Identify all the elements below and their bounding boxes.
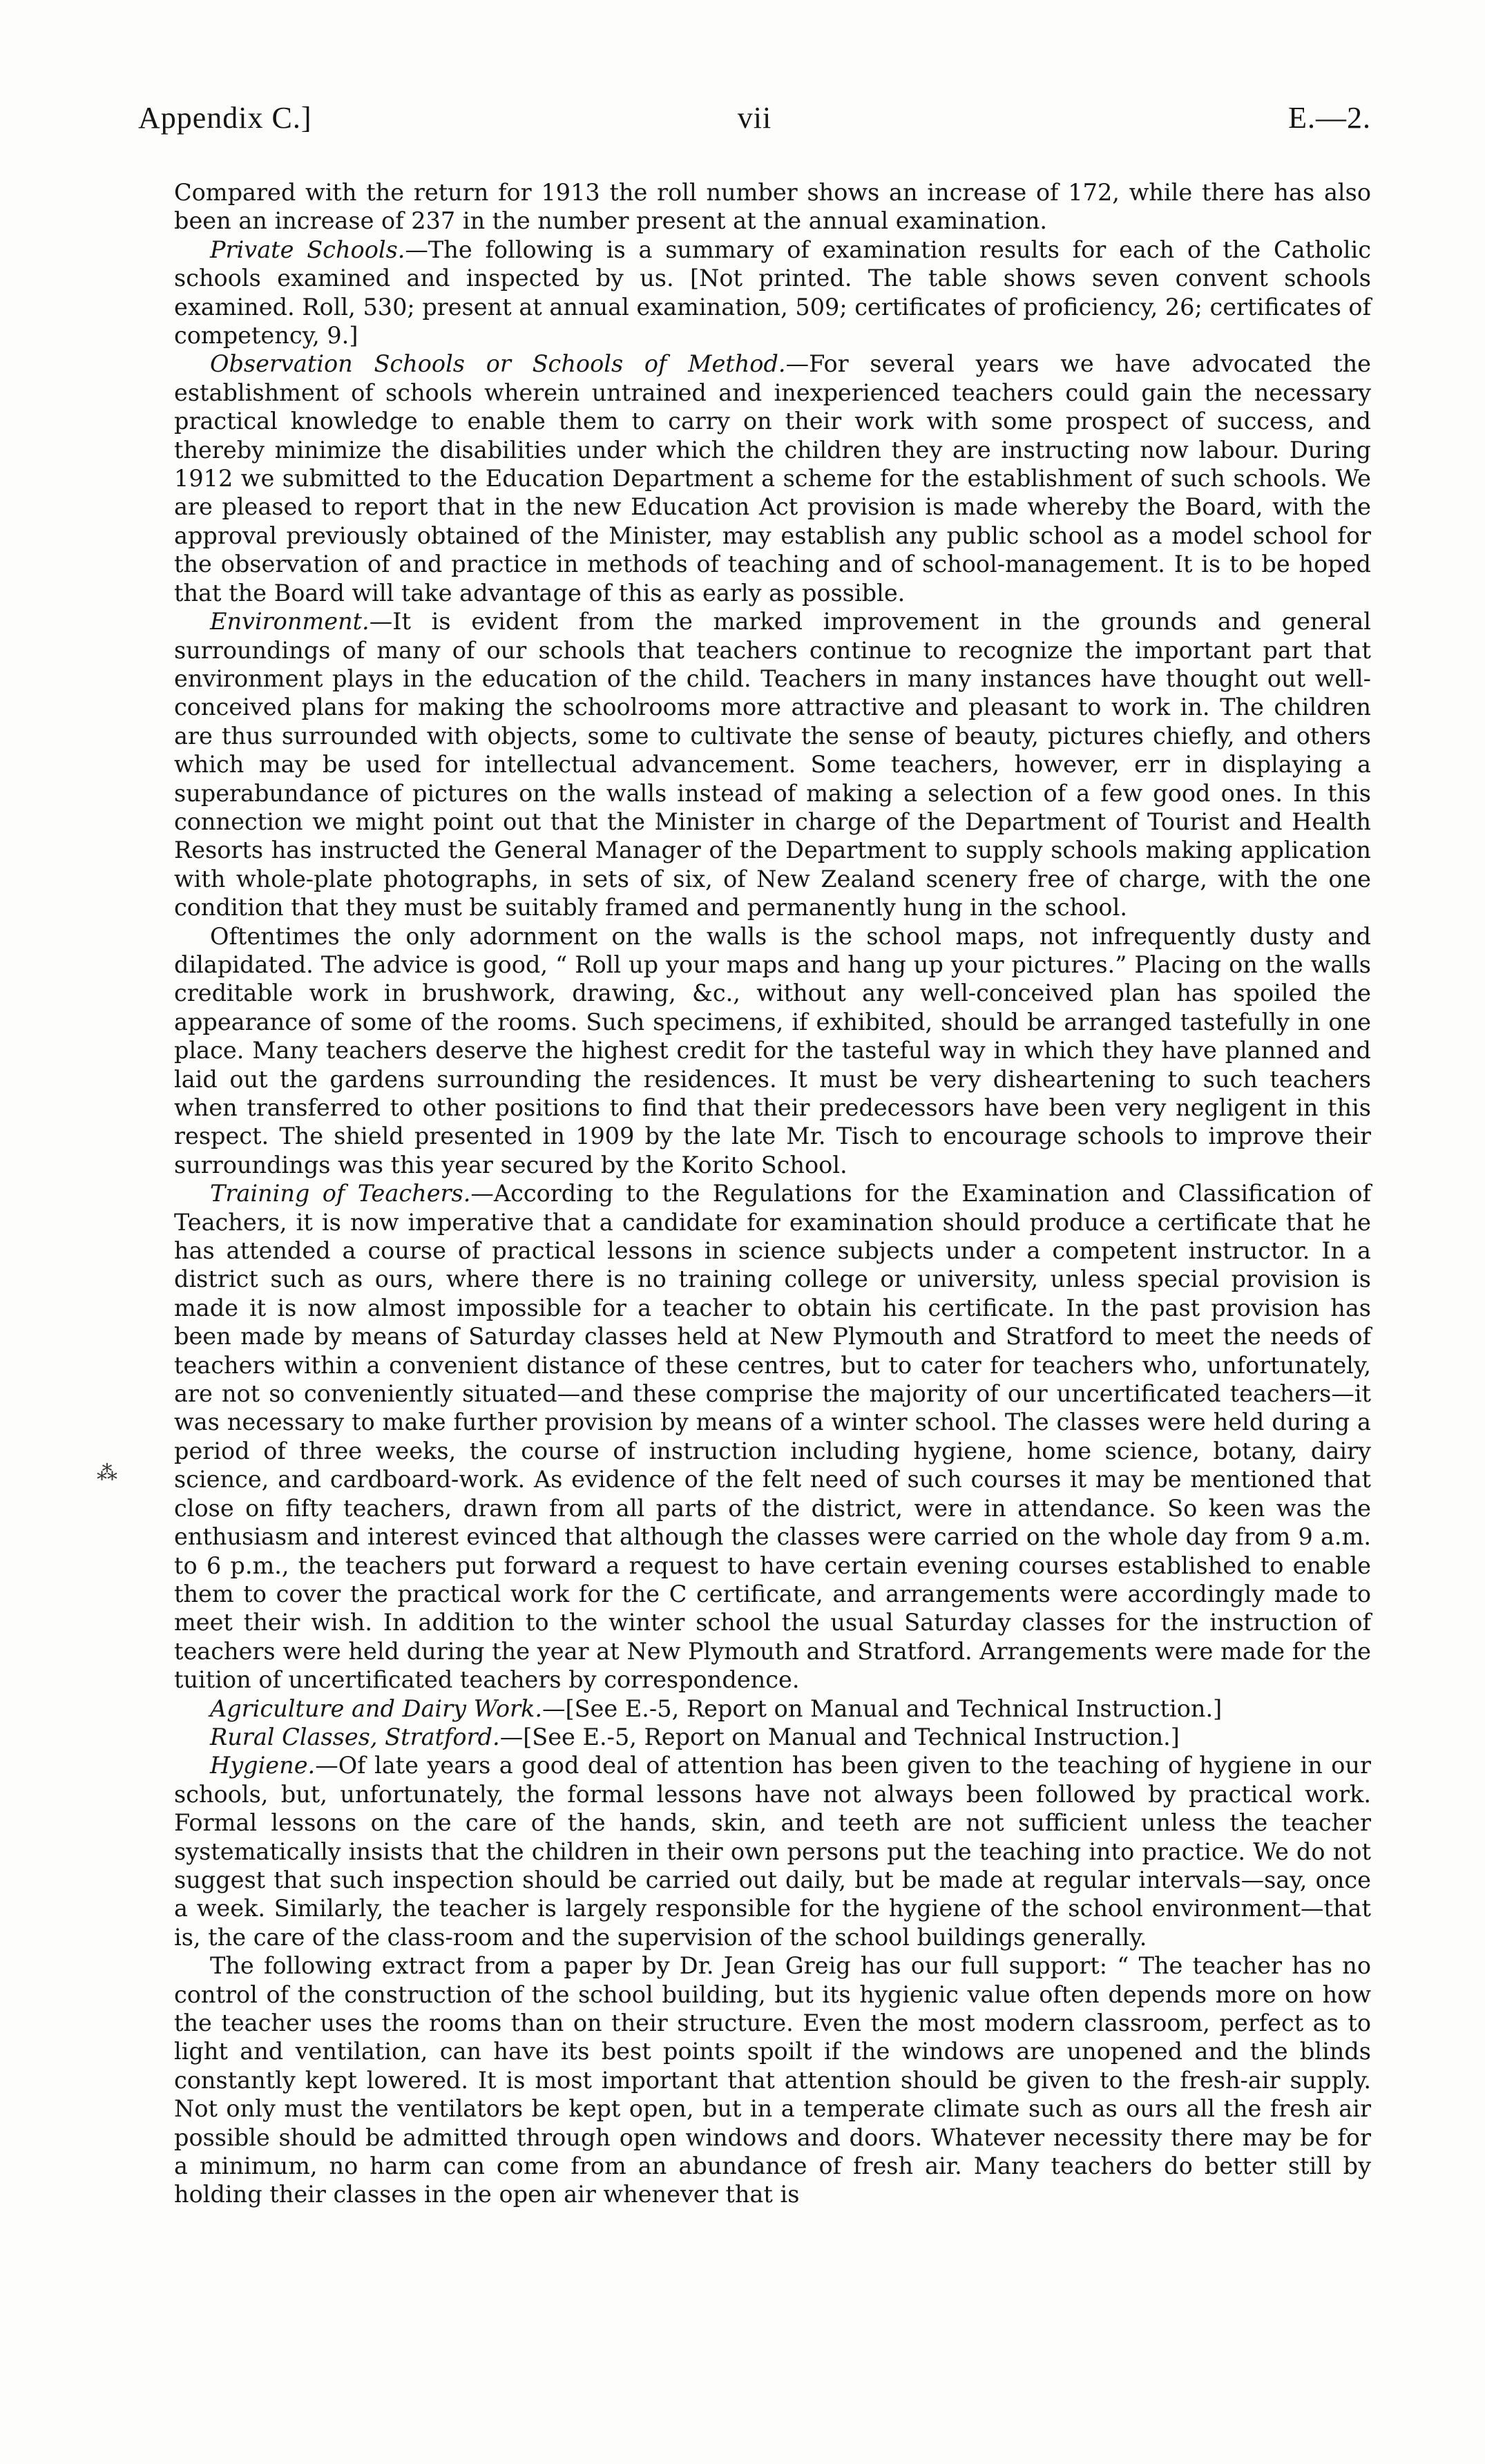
paragraph-greig-extract [174, 1951, 1371, 2209]
body-text [174, 178, 1371, 2209]
header-page-number: vii [737, 101, 772, 135]
paragraph-roll-comparison [174, 178, 1371, 236]
header-appendix-label: Appendix C.] [138, 101, 312, 135]
paragraph-text: —[See E.-5, Report on Manual and Technical Instruction.] [542, 1694, 1223, 1722]
header-series-code: E.—2. [1288, 101, 1371, 135]
paragraph-training-of-teachers [174, 1179, 1371, 1694]
paragraph-adornment [174, 922, 1371, 1180]
paragraph-text: Oftentimes the only adornment on the walls is the school maps, not infrequently dusty and dilapidated. The advice is good, “ Roll up your maps and hang up your pictures.” Placing on the walls creditable work in brushwork, drawing, &c., without any well-conceived plan has spoiled the appearance of some of the rooms. Such specimens, if exhibited, should be arranged tastefully in one place. Many teachers deserve the highest credit for the tasteful way in which they have planned and laid out the gardens surrounding the residences. It must be very disheartening to such teachers when transferred to other positions to find that their predecessors have been very negligent in this respect. The shield presented in 1909 by the late Mr. Tisch to encourage schools to improve their surroundings was this year secured by the Korito School. [174, 922, 1371, 1178]
paragraph-text: Compared with the return for 1913 the roll number shows an increase of 172, while there has also been an increase of 237 in the number present at the annual examination. [174, 179, 1371, 235]
paragraph-text: The following extract from a paper by Dr. Jean Greig has our full support: “ The teacher has no control of the construction of the school building, but its hygienic value often depends more on how the teacher uses the rooms than on their structure. Even the most modern classroom, perfect as to light and ventilation, can have its best points spoilt if the windows are unopened and the blinds constantly kept lowered. It is most important that attention should be given to the fresh-air supply. Not only must the ventilators be kept open, but in a temperate climate such as ours all the fresh air possible should be admitted through open windows and doors. Whatever necessity there may be for a minimum, no harm can come from an abundance of fresh air. Many teachers do better still by holding their classes in the open air whenever that is [174, 1952, 1371, 2208]
section-heading: Environment. [210, 608, 370, 636]
section-heading: Training of Teachers. [210, 1180, 471, 1207]
paragraph-observation-schools [174, 350, 1371, 607]
page-header [138, 100, 1371, 149]
section-heading: Private Schools. [210, 236, 405, 263]
section-heading: Rural Classes, Stratford. [210, 1723, 500, 1750]
paragraph-text: —Of late years a good deal of attention has been given to the teaching of hygiene in our schools, but, unfortunately, the formal lessons have not always been followed by practical work. Formal lessons on the care of the hands, skin, and teeth are not sufficient unless the teacher systematically insists that the children in their own persons put the teaching into practice. We do not suggest that such inspection should be carried out daily, but be made at regular intervals—say, once a week. Similarly, the teacher is largely responsible for the hygiene of the school environment—that is, the care of the class-room and the supervision of the school buildings generally. [174, 1752, 1371, 1951]
section-heading: Agriculture and Dairy Work. [210, 1694, 543, 1722]
paragraph-text: —It is evident from the marked improvement in the grounds and general surroundings of many of our schools that teachers continue to recognize the important part that environment plays in the education of the child. Teachers in many instances have thought out well-conceived plans for making the schoolrooms more attractive and pleasant to work in. The children are thus surrounded with objects, some to cultivate the sense of beauty, pictures chiefly, and others which may be used for intellectual advancement. Some teachers, however, err in displaying a superabundance of pictures on the walls instead of making a selection of a few good ones. In this connection we might point out that the Minister in charge of the Department of Tourist and Health Resorts has instructed the General Manager of the Department to supply schools making application with whole-plate photographs, in sets of six, of New Zealand scenery free of charge, with the one condition that they must be suitably framed and permanently hung in the school. [174, 608, 1371, 921]
paragraph-text: —The following is a summary of examination results for each of the Catholic schools examined and inspected by us. [Not printed. The table shows seven convent schools examined. Roll, 530; present at annual examination, 509; certificates of proficiency, 26; certificates of competency, 9.] [174, 236, 1371, 350]
paragraph-agriculture [174, 1694, 1371, 1723]
paragraph-text: —[See E.-5, Report on Manual and Technical Instruction.] [499, 1723, 1180, 1750]
section-heading: Observation Schools or Schools of Method. [210, 350, 786, 378]
paragraph-environment [174, 607, 1371, 921]
paragraph-private-schools [174, 236, 1371, 350]
margin-mark: ⁂ [97, 1461, 117, 1485]
paragraph-text: —According to the Regulations for the Examination and Classification of Teachers, it is now imperative that a candidate for examination should produce a certificate that he has attended a course of practical lessons in science subjects under a competent instructor. In a district such as ours, where there is no training college or university, unless special provision is made it is now almost impossible for a teacher to obtain his certificate. In the past provision has been made by means of Saturday classes held at New Plymouth and Stratford to meet the needs of teachers within a convenient distance of these centres, but to cater for teachers who, unfortunately, are not so conveniently situated—and these comprise the majority of our uncertificated teachers—it was necessary to make further provision by means of a winter school. The classes were held during a period of three weeks, the course of instruction including hygiene, home science, botany, dairy science, and cardboard-work. As evidence of the felt need of such courses it may be mentioned that close on fifty teachers, drawn from all parts of the district, were in attendance. So keen was the enthusiasm and interest evinced that although the classes were carried on the whole day from 9 a.m. to 6 p.m., the teachers put forward a request to have certain evening courses established to enable them to cover the practical work for the C certificate, and arrangements were accordingly made to meet their wish. In addition to the winter school the usual Saturday classes for the instruction of teachers were held during the year at New Plymouth and Stratford. Arrangements were made for the tuition of uncertificated teachers by correspondence. [174, 1180, 1371, 1694]
section-heading: Hygiene. [210, 1752, 316, 1779]
paragraph-text: —For several years we have advocated the establishment of schools wherein untrained and inexperienced teachers could gain the necessary practical knowledge to enable them to carry on their work with some prospect of success, and thereby minimize the disabilities under which the children they are instructing now labour. During 1912 we submitted to the Education Department a scheme for the establishment of such schools. We are pleased to report that in the new Education Act provision is made whereby the Board, with the approval previously obtained of the Minister, may establish any public school as a model school for the observation of and practice in methods of teaching and of school-management. It is to be hoped that the Board will take advantage of this as early as possible. [174, 350, 1371, 607]
paragraph-hygiene [174, 1751, 1371, 1951]
paragraph-rural-classes [174, 1723, 1371, 1751]
